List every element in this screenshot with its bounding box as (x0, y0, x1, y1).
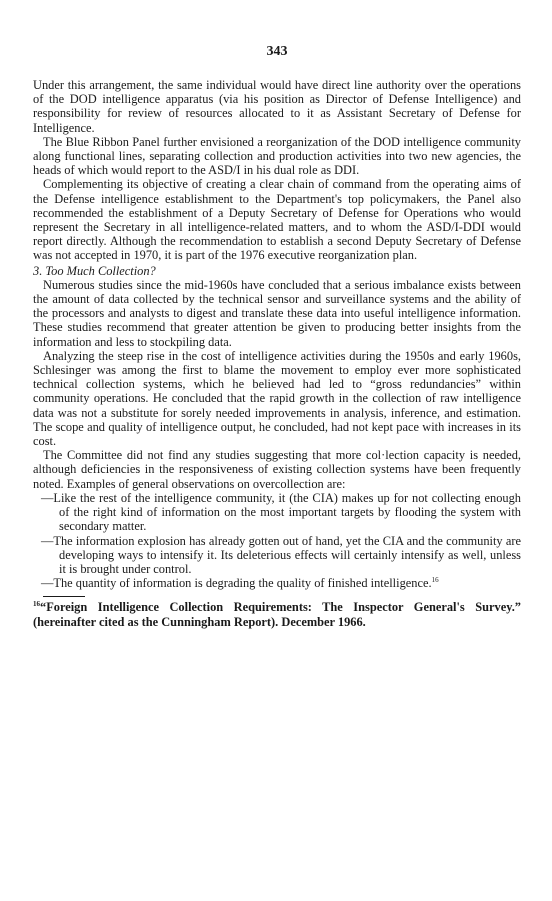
footnote-marker: 16 (33, 600, 40, 609)
paragraph-1: Under this arrangement, the same individual would have direct line authority over the operations of the DOD intelligence apparatus (via his position as Director of Defense Intelligence) and responsibility for review of resources allocated to it as Assistant Secretary of Defense for Intelligence. (33, 78, 521, 135)
quote-item: —The information explosion has already gotten out of hand, yet the CIA and the community are developing ways to intensify it. Its deleterious effects will certainly intensify as well, unless it is brought under control. (41, 533, 521, 576)
paragraph-4: Numerous studies since the mid-1960s have concluded that a serious imbalance exists between the amount of data collected by the technical sensor and surveillance systems and the ability of the processors and analysts to digest and translate these data into useful intelligence information. These studies recommend that greater attention be given to producing better insights from the information and less to stockpiling data. (33, 277, 521, 349)
document-page (33, 44, 521, 629)
footnote-text: “Foreign Intelligence Collection Requirements: The Inspector General's Survey.” (hereinafter cited as the Cunningham Report). December 1966. (33, 600, 521, 629)
quote-item-text: —The quantity of information is degrading the quality of finished intelligence. (41, 576, 432, 591)
quote-list (33, 491, 521, 590)
paragraph-3: Complementing its objective of creating a clear chain of command from the operating aims of the Defense intelligence establishment to the Department's top policymakers, the Panel also recommended the establishment of a Deputy Secretary of Defense for Operations who would represent the Secretary in all intelligence-related matters, and to whom the ASD/I-DDI would report directly. Although the recommendation to establish a second Deputy Secretary of Defense was not accepted in 1970, it is part of the 1976 executive reorganization plan. (33, 177, 521, 263)
quote-item (33, 576, 521, 590)
quote-item: —Like the rest of the intelligence community, it (the CIA) makes up for not collecting enough of the right kind of information on the most important targets by flooding the system with secondary matter. (41, 490, 521, 534)
paragraph-5: Analyzing the steep rise in the cost of intelligence activities during the 1950s and early 1960s, Schlesinger was among the first to blame the movement to employ ever more sophisticated technical collection systems, which he believed had led to “gross redundancies” within community operations. He concluded that the rapid growth in the collection of raw intelligence data was not a substitute for sorely needed improvements in analysis, inference, and estimation. The scope and quality of intelligence output, he concluded, had not kept pace with increases in its cost. (33, 348, 521, 449)
body-text (33, 78, 521, 629)
footnote-reference: 16 (431, 575, 439, 584)
footnote (33, 600, 521, 628)
section-heading: 3. Too Much Collection? (33, 263, 156, 278)
paragraph-2: The Blue Ribbon Panel further envisioned a reorganization of the DOD intelligence community along functional lines, separating collection and production activities into two new agencies, the heads of which would report to the ASD/I in his dual role as DDI. (33, 134, 521, 178)
page-number: 343 (266, 44, 288, 59)
footnote-divider (43, 596, 85, 597)
paragraph-6: The Committee did not find any studies suggesting that more col·lection capacity is needed, although deficiencies in the responsiveness of existing collection systems have been frequently noted. Examples of general observations on overcollection are: (33, 448, 521, 491)
